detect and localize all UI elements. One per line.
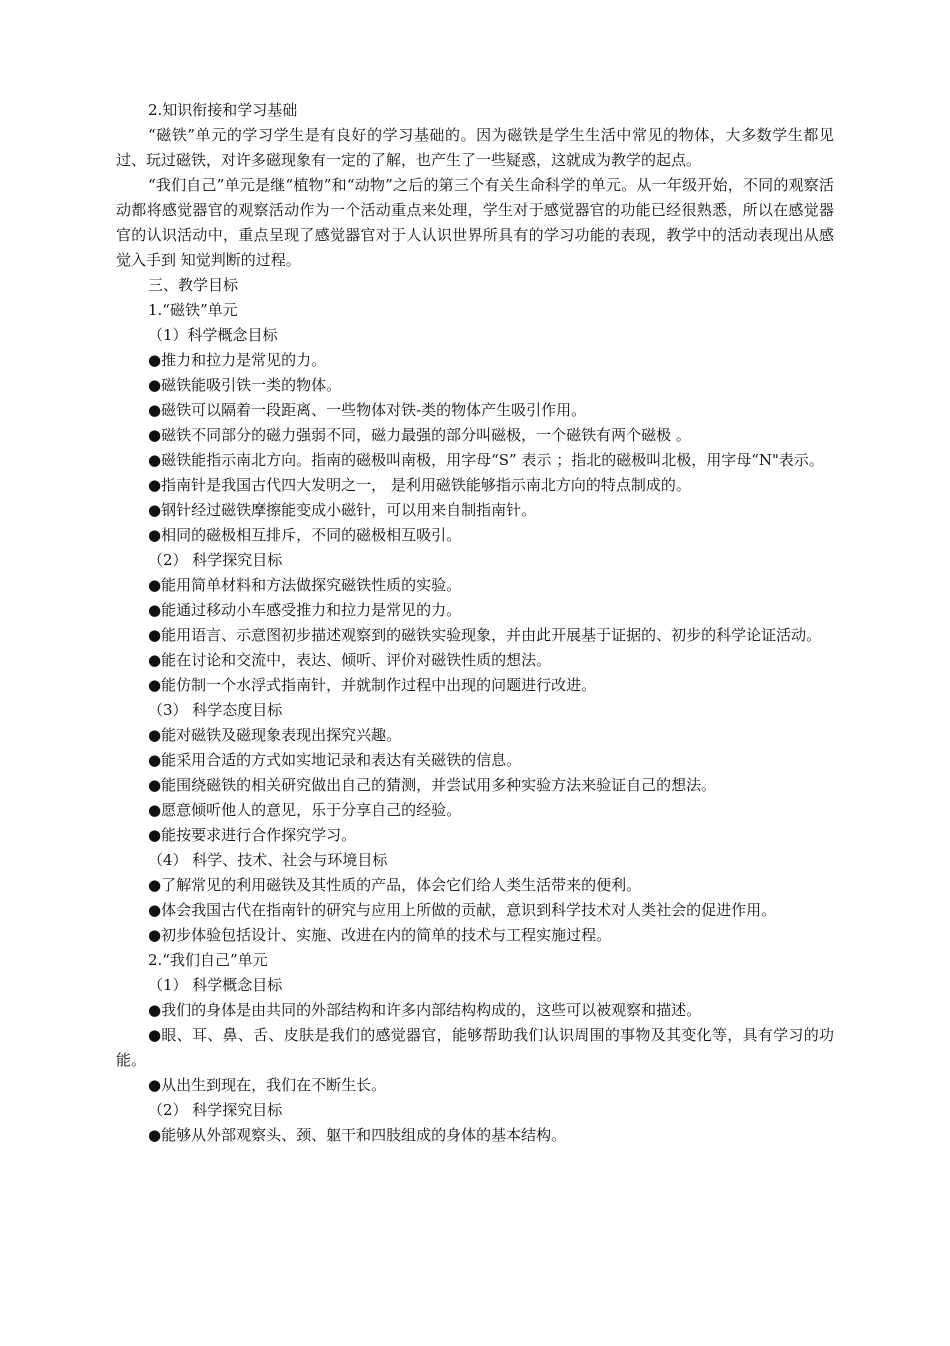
list-item: ●磁铁能指示南北方向。指南的磁极叫南极，用字母“S” 表示 ；指北的磁极叫北极，用字母“N"表示。 — [148, 451, 824, 469]
list-item: ●体会我国古代在指南针的研究与应用上所做的贡献，意识到科学技术对人类社会的促进作用。 — [148, 901, 777, 919]
list-item: ●能通过移动小车感受推力和拉力是常见的力。 — [148, 601, 462, 619]
subheading-inquiry-goals: （2） 科学探究目标 — [148, 1101, 283, 1119]
list-item: ●了解常见的利用磁铁及其性质的产品，体会它们给人类生活带来的便利。 — [148, 876, 642, 894]
list-item: ●能用语言、示意图初步描述观察到的磁铁实验现象，并由此开展基于证据的、初步的科学论证活动。 — [148, 626, 822, 644]
list-item: ●能对磁铁及磁现象表现出探究兴趣。 — [148, 726, 402, 744]
list-item: ●我们的身体是由共同的外部结构和许多内部结构构成的，这些可以被观察和描述。 — [148, 1001, 702, 1019]
document-page — [116, 98, 834, 1148]
list-item: ●磁铁能吸引铁一类的物体。 — [148, 376, 342, 394]
list-item: ●初步体验包括设计、实施、改进在内的简单的技术与工程实施过程。 — [148, 926, 612, 944]
list-item: ●磁铁不同部分的磁力强弱不同，磁力最强的部分叫磁极，一个磁铁有两个磁极 。 — [148, 426, 691, 444]
subheading-inquiry-goals: （2） 科学探究目标 — [148, 551, 283, 569]
list-item: ●相同的磁极相互排斥，不同的磁极相互吸引。 — [148, 526, 462, 544]
list-item: ●能采用合适的方式如实地记录和表达有关磁铁的信息。 — [148, 751, 522, 769]
list-item: ●推力和拉力是常见的力。 — [148, 351, 327, 369]
list-item: ●磁铁可以隔着一段距离、一些物体对铁-类的物体产生吸引作用。 — [148, 401, 587, 419]
subheading-concept-goals: （1） 科学概念目标 — [148, 976, 283, 994]
unit-heading-magnet: 1.“磁铁”单元 — [148, 301, 238, 319]
paragraph-magnet-basis: “磁铁”单元的学习学生是有良好的学习基础的。因为磁铁是学生生活中常见的物体，大多数学生都见过、玩过磁铁，对许多磁现象有一定的了解，也产生了一些疑惑，这就成为教学的起点。 — [116, 126, 834, 169]
subheading-attitude-goals: （3） 科学态度目标 — [148, 701, 283, 719]
list-item: ●能按要求进行合作探究学习。 — [148, 826, 357, 844]
section-heading-knowledge-basis: 2.知识衔接和学习基础 — [148, 101, 298, 119]
list-item: ●能够从外部观察头、颈、躯干和四肢组成的身体的基本结构。 — [148, 1126, 567, 1144]
list-item: ●钢针经过磁铁摩擦能变成小磁针，可以用来自制指南针。 — [148, 501, 537, 519]
section-heading-teaching-goals: 三、教学目标 — [148, 276, 239, 294]
list-item: ●能围绕磁铁的相关研究做出自己的猜测，并尝试用多种实验方法来验证自己的想法。 — [148, 776, 717, 794]
list-item: ●愿意倾听他人的意见，乐于分享自己的经验。 — [148, 801, 462, 819]
unit-heading-ourselves: 2.“我们自己”单元 — [148, 951, 268, 969]
list-item: ●能仿制一个水浮式指南针，并就制作过程中出现的问题进行改进。 — [148, 676, 597, 694]
paragraph-ourselves-basis: “我们自己”单元是继“植物”和“动物”之后的第三个有关生命科学的单元。从一年级开始，不同的观察活动都将感觉器官的观察活动作为一个活动重点来处理，学生对于感觉器官的功能已经很熟悉，所以在感觉器官的认识活动中，重点呈现了感觉器官对于人认识世界所具有的学习功能的表现，教学中的活动表现出从感觉入手到 知觉判断的过程。 — [116, 176, 834, 269]
subheading-stse-goals: （4） 科学、技术、社会与环境目标 — [148, 851, 388, 869]
list-item: ●从出生到现在，我们在不断生长。 — [148, 1076, 387, 1094]
list-item: ●指南针是我国古代四大发明之一， 是利用磁铁能够指示南北方向的特点制成的。 — [148, 476, 691, 494]
list-item: ●眼、耳、鼻、舌、皮肤是我们的感觉器官，能够帮助我们认识周围的事物及其变化等，具有学习的功能。 — [116, 1026, 834, 1069]
list-item: ●能用简单材料和方法做探究磁铁性质的实验。 — [148, 576, 462, 594]
subheading-concept-goals: （1）科学概念目标 — [148, 326, 278, 344]
list-item: ●能在讨论和交流中，表达、倾听、评价对磁铁性质的想法。 — [148, 651, 552, 669]
